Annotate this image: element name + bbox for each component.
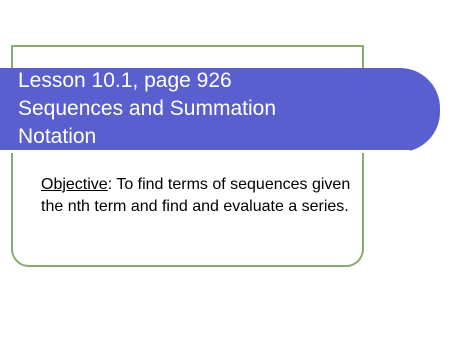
- objective-separator: :: [107, 176, 117, 193]
- objective-label: Objective: [41, 176, 108, 193]
- objective-paragraph: [41, 174, 361, 218]
- title-line-3: Notation: [18, 125, 97, 148]
- title-line-1: Lesson 10.1, page 926: [18, 69, 232, 92]
- slide-title: [18, 67, 438, 153]
- objective-text: To find terms of sequences given the nth term and find and evaluate a series.: [41, 176, 351, 215]
- title-underline: [0, 150, 410, 153]
- title-line-2: Sequences and Summation: [18, 97, 276, 120]
